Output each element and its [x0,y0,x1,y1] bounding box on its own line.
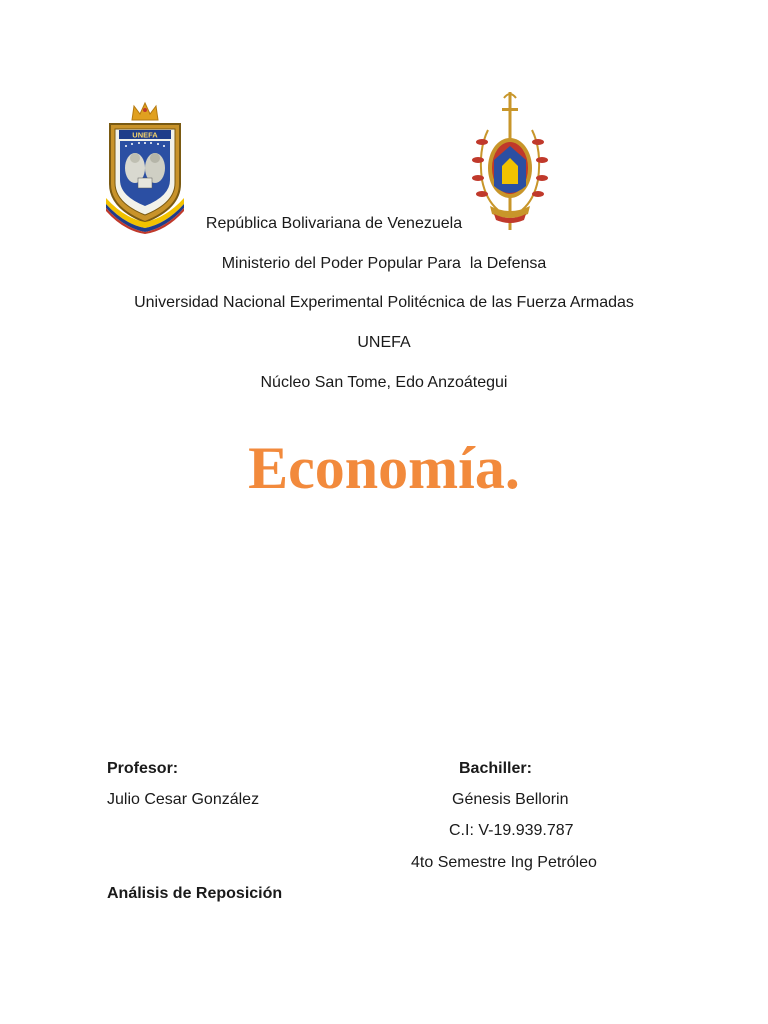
unefa-crest-text: UNEFA [132,130,158,140]
professor-heading: Profesor: [107,760,179,777]
professor-name: Julio Cesar González [107,791,260,808]
student-heading: Bachiller: [459,760,532,777]
header-republic: República Bolivariana de Venezuela [205,215,463,232]
student-semester: 4to Semestre Ing Petróleo [411,854,597,871]
header-university: Universidad Nacional Experimental Politécnica de las Fuerza Armadas [134,294,634,311]
student-name: Génesis Bellorin [452,791,569,808]
header-ministry: Ministerio del Poder Popular Para la Defensa [221,255,547,272]
subject-label: Análisis de Reposición [107,885,283,902]
military-coat-of-arms-icon [468,90,552,234]
student-id: C.I: V-19.939.787 [449,822,574,839]
header-nucleus: Núcleo San Tome, Edo Anzoátegui [260,374,508,391]
header-unefa: UNEFA [357,334,411,351]
document-title: Economía. [248,435,520,501]
